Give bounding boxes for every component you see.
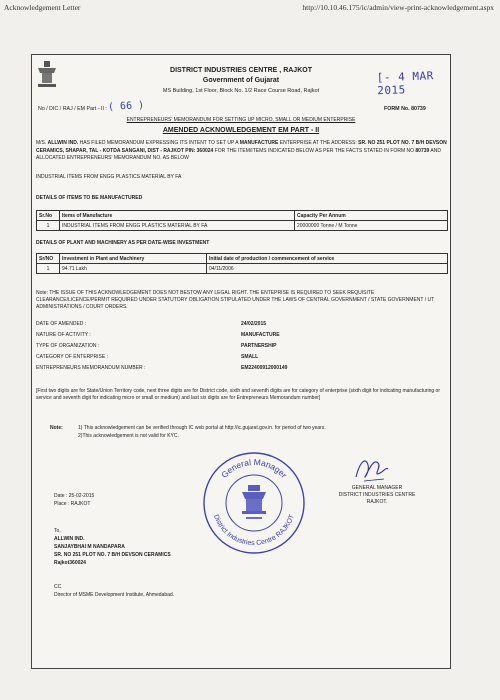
plant-machinery-table	[36, 253, 448, 274]
intro-paragraph: M/S. ALLWIN IND. HAS FILED MEMORANDUM EXPRESSING ITS INTENT TO SET UP A MANUFACTURE ENTERPRISE AT THE ADDRESS: SR. NO 251 PLOT NO. 7 B/H DEVSON CERAMICS, SHAPAR, TAL - KOTDA SANGANI, DIST - RAJKOT PIN: 360024 FOR THE ITEM/ITEMS INDICATED BELOW AS PER THE FACTS STATED IN FORM NO 80739 AND ALLOCATED ENTREPRENEURS' MEMORANDUM NO. AS BELOW	[36, 140, 447, 162]
plant-section-title: DETAILS OF PLANT AND MACHINERY AS PER DATE-WISE INVESTMENT	[36, 240, 210, 246]
signatory-office: DISTRICT INDUSTRIES CENTRE	[338, 492, 416, 498]
document-title: AMENDED ACKNOWLEDGEMENT EM PART - II	[162, 127, 320, 134]
office-name: DISTRICT INDUSTRIES CENTRE , RAJKOT	[170, 67, 312, 74]
table-header-cell: Sr.No	[37, 211, 60, 221]
table-header-row	[37, 254, 448, 264]
table-cell: 1	[37, 264, 60, 274]
detail-label: ENTREPRENEURS MEMORANDUM NUMBER :	[36, 365, 146, 371]
items-table	[36, 210, 448, 231]
seal-bottom-text: District Industries Centre RAJKOT	[211, 513, 297, 548]
reference-label: No / DIC / RAJ / EM Part - II :	[38, 106, 107, 112]
items-section-title: DETAILS OF ITEMS TO BE MANUFACTURED	[36, 195, 143, 201]
recipient-address	[54, 527, 171, 567]
recipient-name: ALLWIN IND.	[54, 536, 85, 542]
detail-row	[36, 332, 449, 343]
state-emblem-icon	[35, 59, 59, 91]
stamp-bracket-icon: [-	[376, 70, 392, 85]
table-header-cell: Sr/NO	[37, 254, 60, 264]
detail-row	[36, 343, 449, 354]
government-name: Government of Gujarat	[202, 77, 280, 84]
table-row	[37, 221, 448, 231]
note-item: 2)This acknowledgement is not valid for KYC.	[78, 432, 179, 439]
table-header-cell: Items of Manufacture	[60, 211, 295, 221]
print-page-url: http://10.10.46.175/ic/admin/view-print-acknowledgement.aspx	[302, 3, 494, 12]
detail-label: NATURE OF ACTIVITY :	[36, 332, 91, 338]
detail-value: EM22400912000149	[241, 365, 288, 371]
detail-row	[36, 354, 449, 365]
recipient-city: Rajkot360024	[54, 560, 86, 566]
document-subtitle: ENTREPRENEURS' MEMORANDUM FOR SETTING UP MICRO, SMALL OR MEDIUM ENTERPRISE	[126, 117, 356, 123]
table-cell: INDUSTRIAL ITEMS FROM ENGG PLASTICS MATERIAL BY FA	[60, 221, 295, 231]
signature-icon	[350, 451, 390, 487]
detail-value: MANUFACTURE	[241, 332, 280, 338]
detail-value: 24/02/2015	[241, 321, 267, 327]
stamp-date-text: 4 MAR 2015	[377, 69, 434, 98]
seal-top-text: General Manager	[219, 456, 290, 480]
form-number: FORM No. 80739	[384, 106, 426, 112]
detail-label: CATEGORY OF ENTERPRISE :	[36, 354, 108, 360]
notes-label: Note:	[50, 425, 63, 431]
legal-note: Note: THE ISSUE OF THIS ACKNOWLEDGEMENT DOES NOT BESTOW ANY LEGAL RIGHT. THE ENTEPRISE IS REQUIRED TO SEEK REQUISITE CLEARANCE/LICENCE/PERMIT REQUIRED UNDER STATUTORY OBLIGATION STIPULATED UNDER THE LAWS OF CENTRAL GOVERNMENT / STATE GOVERNMENT / UT ADMINISTRATIONS / COURT ORDERS.	[36, 290, 435, 310]
signatory-designation: GENERAL MANAGER	[351, 485, 403, 491]
table-cell: 94.71 Lakh	[60, 264, 207, 274]
issue-place: Place : RAJKOT	[54, 501, 91, 507]
date-place-block	[54, 492, 94, 508]
table-header-cell: Initial date of production / commencement of service	[207, 254, 448, 264]
print-page-title: Acknowledgement Letter	[4, 3, 81, 12]
table-row	[37, 264, 448, 274]
table-cell: 20000000 Tonne / M Tonne	[295, 221, 448, 231]
signatory-block	[322, 485, 432, 506]
received-date-stamp	[377, 69, 451, 98]
detail-label: DATE OF AMENDED :	[36, 321, 87, 327]
detail-row	[36, 321, 449, 332]
em-number-explanation: [First two digits are for State/Union Territory code, next three digits are for District code, sixth and seventh digits are for category of enterprise (sixth digit for indicating manufacturing or service and seventh digit for indicating micro or small or medium) and last six digits are for Entrepreneurs Memorandum number]	[36, 388, 440, 401]
office-address: MS Building, 1st Floor, Block No. 1/2 Race Course Road, Rajkot	[162, 88, 320, 94]
cc-recipient: Director of MSME Development Institute, Ahmedabad.	[54, 592, 175, 598]
note-item: 1) This acknowledgement can be verified through IC web portal at http://ic.gujarat.gov.in. for period of two years.	[78, 425, 326, 431]
acknowledgement-document	[31, 54, 451, 669]
browser-print-header	[0, 0, 500, 14]
notes-list	[78, 425, 438, 440]
recipient-contact: SANJAYBHAI M NANDAPARA	[54, 544, 125, 550]
detail-label: TYPE OF ORGANIZATION :	[36, 343, 100, 349]
intro-items-line: INDUSTRIAL ITEMS FROM ENGG PLASTICS MATERIAL BY FA	[36, 174, 182, 180]
cc-label: CC	[54, 584, 62, 590]
table-header-cell: Capacity Per Annum	[295, 211, 448, 221]
official-seal-icon	[200, 449, 308, 557]
table-cell: 04/11/2006	[207, 264, 448, 274]
cc-block	[54, 583, 174, 599]
to-label: To,	[54, 528, 61, 534]
table-header-cell: Investment in Plant and Machinery	[60, 254, 207, 264]
issue-date: Date : 25-02-2015	[54, 493, 95, 499]
handwritten-reference-number: ( 66 )	[107, 100, 145, 113]
detail-row	[36, 365, 449, 376]
table-cell: 1	[37, 221, 60, 231]
table-header-row	[37, 211, 448, 221]
detail-value: SMALL	[241, 354, 259, 360]
recipient-street: SR. NO 251 PLOT NO. 7 B/H DEVSON CERAMICS	[54, 552, 171, 558]
signatory-city: RAJKOT.	[366, 499, 388, 505]
svg-text:General Manager	[219, 457, 289, 480]
detail-value: PARTNERSHIP	[241, 343, 277, 349]
